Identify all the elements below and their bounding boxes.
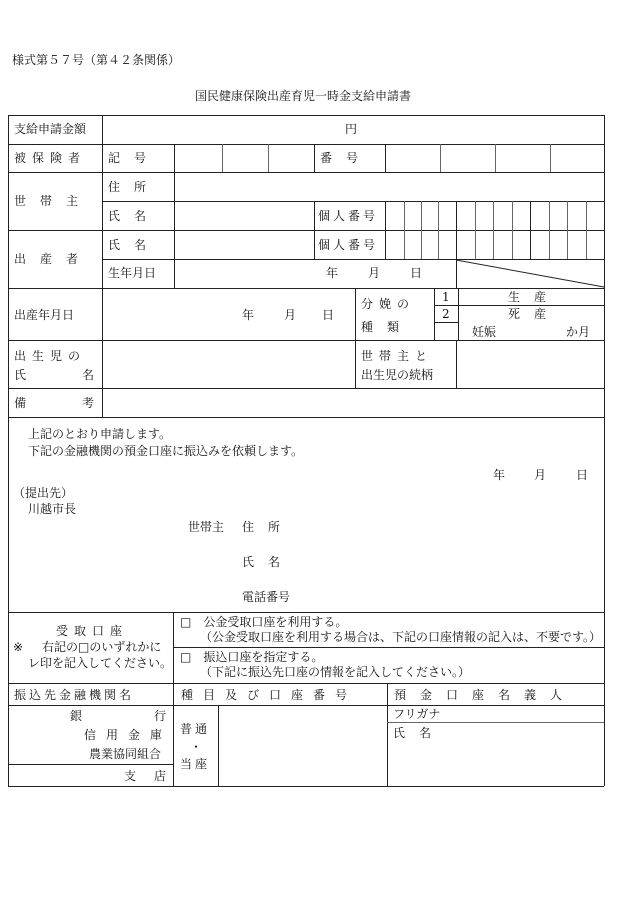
public-account-note: （公金受取口座を利用する場合は、下記の口座情報の記入は、不要です。）: [200, 630, 602, 644]
transfer-account-option[interactable]: □ 振込口座を指定する。: [180, 650, 324, 664]
receipt-account-label: 受取口座: [56, 624, 129, 638]
futsu-toza-dot: ・: [190, 740, 203, 754]
transfer-account-note: （下記に振込先口座の情報を記入してください。）: [200, 665, 471, 679]
mother-birth-day: 日: [410, 266, 423, 280]
mother-name-label: 氏名: [108, 238, 161, 252]
mayor-label: 川越市長: [28, 502, 77, 516]
child-label-2: 氏 名: [14, 368, 94, 382]
child-label-1: 出生児の: [14, 349, 87, 363]
option-2-number: 2: [442, 307, 450, 321]
mother-personal-no-label: 個人番号: [318, 238, 379, 252]
householder-personal-no-label: 個人番号: [318, 209, 379, 223]
applicant-phone-label: 電話番号: [242, 590, 291, 604]
submit-to-label: （提出先）: [13, 486, 74, 500]
declaration-line-2: 下記の金融機関の預金口座に振込みを依頼します。: [28, 444, 304, 458]
delivery-type-label-2: 種類: [361, 320, 414, 334]
option-stillbirth: 死産: [508, 307, 561, 321]
delivery-type-label-1: 分娩の: [361, 297, 416, 311]
pregnancy-label: 妊娠: [472, 325, 497, 339]
public-account-option[interactable]: □ 公金受取口座を利用する。: [180, 615, 348, 629]
applicant-address-label: 住所: [242, 520, 295, 534]
application-year: 年: [493, 468, 506, 482]
holder-name-label: 氏名: [393, 726, 446, 740]
mother-label: 出産者: [14, 252, 93, 266]
householder-name-label: 氏名: [108, 209, 161, 223]
form-title: 国民健康保険出産育児一時金支給申請書: [195, 89, 412, 103]
birth-year: 年: [242, 308, 255, 322]
bank-name-header: 振込先金融機関名: [14, 688, 135, 702]
bank-label: 銀 行: [70, 709, 166, 723]
form-number: 様式第５７号（第４２条関係）: [12, 53, 181, 67]
birth-day: 日: [322, 308, 335, 322]
mother-birth-month: 月: [368, 266, 381, 280]
receipt-note-2: レ印を記入してください。: [28, 656, 173, 670]
diagonal-strike: [456, 259, 605, 289]
amount-label: 支給申請金額: [14, 122, 87, 136]
mother-birthdate-label: 生年月日: [108, 266, 157, 280]
birth-date-label: 出産年月日: [14, 308, 75, 322]
option-live-birth: 生産: [508, 290, 561, 304]
option-1-number: 1: [442, 290, 450, 304]
householder-address-label: 住所: [108, 180, 161, 194]
relation-label-1: 世帯主と: [361, 349, 434, 363]
amount-unit: 円: [345, 122, 358, 136]
declaration-line-1: 上記のとおり申請します。: [28, 427, 172, 441]
application-month: 月: [534, 468, 547, 482]
relation-label-2: 出生児の続柄: [361, 368, 434, 382]
futsu-label: 普通: [180, 722, 211, 736]
shinkin-label: 信用金庫: [84, 728, 173, 742]
householder-label: 世帯主: [14, 194, 93, 208]
kigou-label: 記号: [108, 151, 161, 165]
application-day: 日: [576, 468, 589, 482]
branch-label: 支 店: [124, 769, 166, 783]
remarks-label: 備 考: [14, 396, 94, 410]
toza-label: 当座: [180, 757, 211, 771]
applicant-name-label: 氏名: [242, 555, 295, 569]
nokyo-label: 農業協同組合: [89, 747, 162, 761]
mother-birth-year: 年: [326, 266, 339, 280]
insured-label: 被保険者: [14, 151, 87, 165]
account-holder-header: 預金口座名義人: [394, 688, 577, 702]
receipt-note-1: 右記の□のいずれかに: [42, 640, 162, 654]
applicant-householder-label: 世帯主: [188, 520, 225, 534]
birth-month: 月: [284, 308, 297, 322]
receipt-note-mark: ※: [13, 640, 24, 654]
months-label: か月: [566, 325, 591, 339]
furigana-label: フリガナ: [393, 707, 441, 721]
account-type-header: 種目及び口座番号: [181, 688, 358, 702]
bangou-label: 番号: [320, 151, 373, 165]
